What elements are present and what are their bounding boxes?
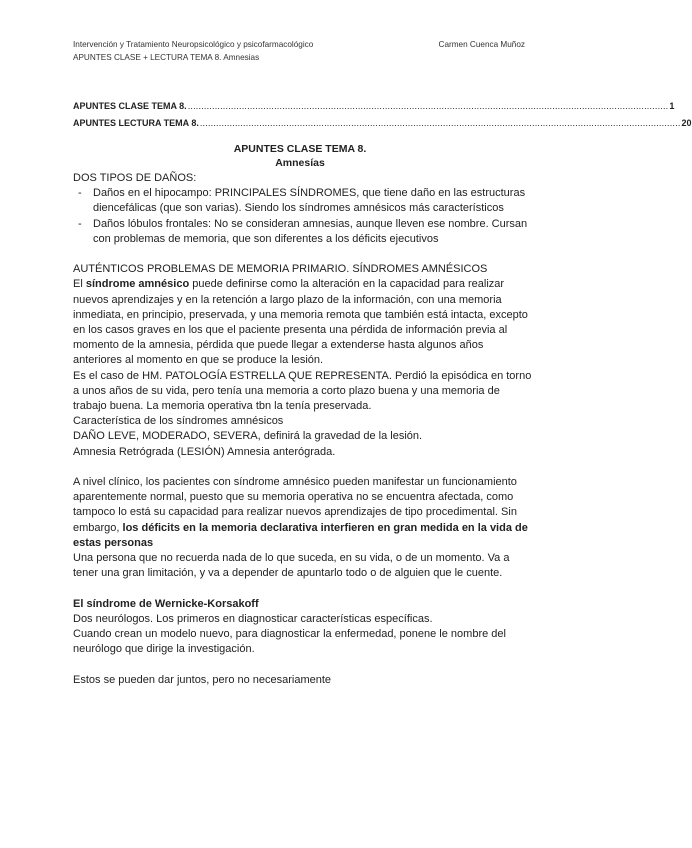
paragraph: AUTÉNTICOS PROBLEMAS DE MEMORIA PRIMARIO. SÍNDROMES AMNÉSICOS	[73, 263, 488, 276]
paragraph: Es el caso de HM. PATOLOGÍA ESTRELLA QUE REPRESENTA. Perdió la episódica en torno a unos años de su vida, pero tenía una memoria a corto plazo buena y una memoria de trabajo buena. La memoria operativa tbn la tenía preservada.	[73, 369, 532, 413]
paragraph: A nivel clínico, los pacientes con síndrome amnésico pueden manifestar un funcionamiento aparentemente normal, puesto que su memoria operativa no se encuentra afectada, como tampoco lo está su capacidad para realizar nuevos aprendizajes de tipo procedimental. Sin embargo, los déficits en la memoria declarativa interfieren en gran medida en la vida de estas personas	[73, 476, 528, 549]
toc-page: 1	[669, 101, 675, 111]
paragraph: Dos neurólogos. Los primeros en diagnosticar características específicas.	[73, 612, 433, 625]
paragraph: Cuando crean un modelo nuevo, para diagnosticar la enfermedad, ponene le nombre del neurólogo que dirige la investigación.	[73, 628, 506, 656]
toc-entry[interactable]	[73, 118, 692, 128]
paragraph: El síndrome amnésico puede definirse como la alteración en la capacidad para realizar nuevos aprendizajes y en la retención a largo plazo de la información, con una memoria inmediata, en principio, preservada, y una memoria remota que también está intacta, excepto en los casos graves en los que el paciente presenta una pérdida de información previa al momento de la amnesia, pérdida que puede llegar a extenderse hasta algunos años anteriores al momento en que se produce la lesión.	[73, 278, 528, 367]
list-item: - Daños lóbulos frontales: No se consideran amnesias, aunque lleven ese nombre. Cursan con problemas de memoria, que son diferentes a los déficits ejecutivos	[73, 217, 533, 247]
paragraph: DOS TIPOS DE DAÑOS:	[73, 172, 197, 184]
paragraph: Característica de los síndromes amnésicos	[73, 415, 284, 428]
paragraph: Amnesia Retrógrada (LESIÓN) Amnesia anterógrada.	[73, 445, 336, 458]
toc-label: APUNTES CLASE TEMA 8.	[73, 101, 187, 111]
paragraph: Estos se pueden dar juntos, pero no necesariamente	[73, 673, 332, 686]
header-course: Intervención y Tratamiento Neuropsicológico y psicofarmacológico	[73, 40, 314, 49]
bullet-list	[73, 186, 533, 247]
section-title: APUNTES CLASE TEMA 8.	[233, 143, 367, 155]
subsection-title: El síndrome de Wernicke-Korsakoff	[73, 597, 259, 610]
bold-text: los déficits en la memoria declarativa interfieren en gran medida en la vida de estas personas	[73, 521, 528, 549]
header-author: Carmen Cuenca Muñoz	[438, 40, 525, 49]
toc-entry[interactable]	[73, 101, 675, 111]
toc-page: 20	[681, 118, 692, 128]
header-subtitle: APUNTES CLASE + LECTURA TEMA 8. Amnesias	[73, 53, 260, 62]
toc-label: APUNTES LECTURA TEMA 8.	[73, 118, 199, 128]
paragraph: DAÑO LEVE, MODERADO, SEVERA, definirá la gravedad de la lesión.	[73, 430, 423, 443]
toc-leader: ..................................................................................................................................................................................	[187, 101, 669, 111]
paragraph: Una persona que no recuerda nada de lo que suceda, en su vida, o de un momento. Va a tener una gran limitación, y va a depender de apuntarlo todo o de alguien que le cuente.	[73, 552, 510, 580]
bold-term: síndrome amnésico	[85, 278, 190, 291]
section-subtitle: Amnesías	[275, 157, 325, 169]
list-item: - Daños en el hipocampo: PRINCIPALES SÍNDROMES, que tiene daño en las estructuras diencefálicas (que son varias). Siendo los síndromes amnésicos más característicos	[73, 186, 533, 216]
toc-leader: ..................................................................................................................................................................................	[199, 118, 681, 128]
document-body	[73, 171, 533, 688]
